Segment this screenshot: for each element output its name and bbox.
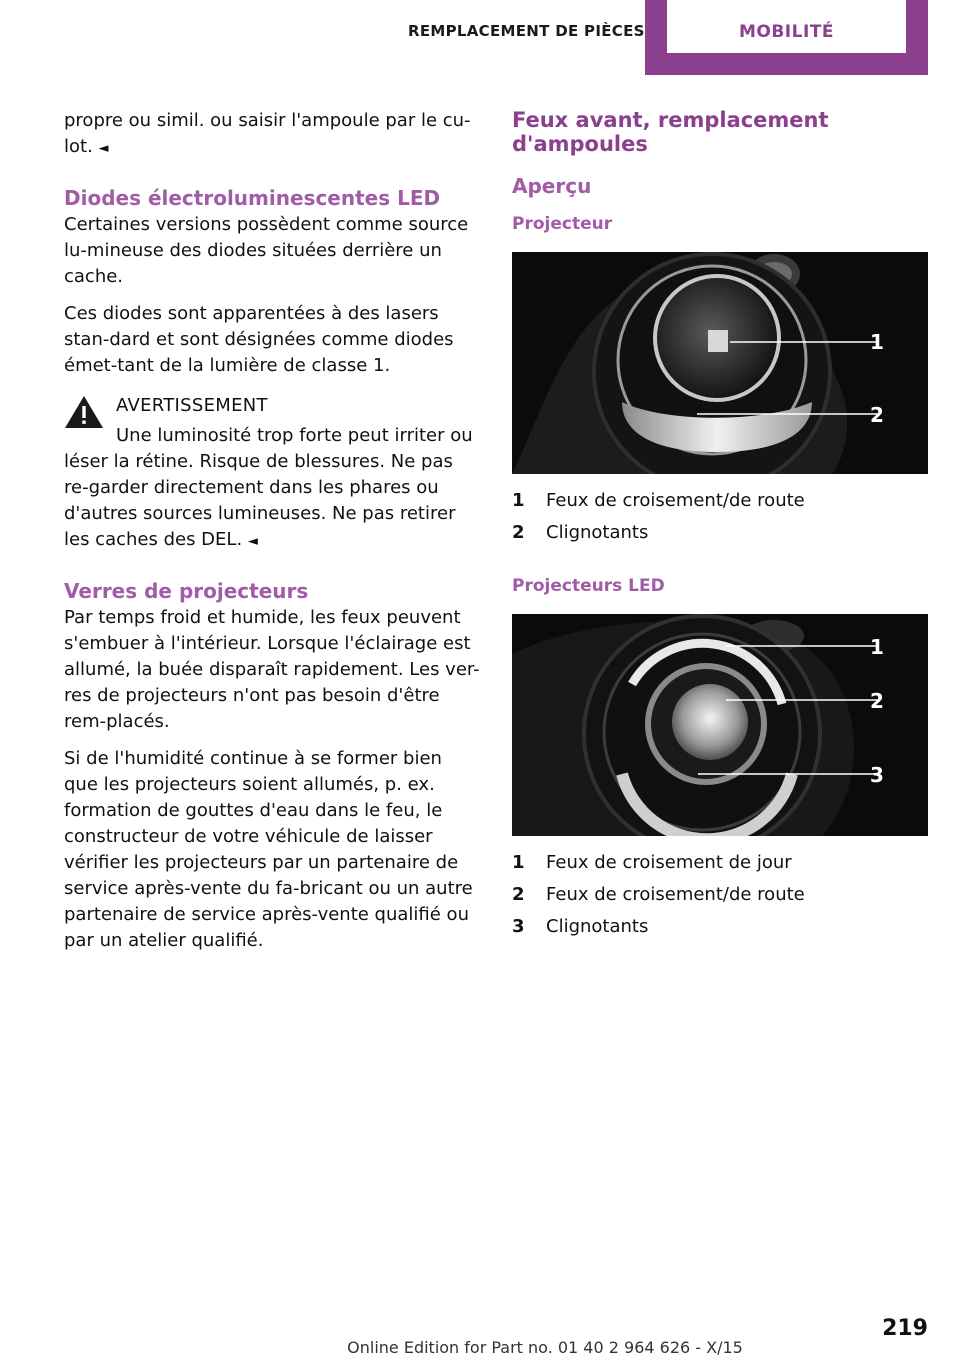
chapter-tab (645, 0, 928, 75)
warning-label: AVERTISSEMENT (116, 395, 268, 416)
legend-number: 1 (512, 852, 525, 873)
section-title: Feux avant, remplacement d'ampoules (512, 108, 829, 156)
led-headlight-figure (512, 614, 928, 836)
legend-text: Clignotants (546, 916, 649, 937)
figure2-callout-1: 1 (870, 635, 884, 659)
right-column (512, 108, 928, 952)
edition-footer: Online Edition for Part no. 01 40 2 964 626 - X/15 (347, 1338, 743, 1357)
warning-header (64, 393, 480, 423)
led-paragraph-1: Certaines versions possèdent comme source lu-mineuse des diodes situées derrière un cache. (64, 214, 469, 287)
figure1-title: Projecteur (512, 214, 613, 234)
figure1-callout-1: 1 (870, 330, 884, 354)
page-number: 219 (882, 1316, 928, 1341)
figure1-callout-2: 2 (870, 403, 884, 427)
end-mark: ◄ (98, 141, 109, 156)
legend-text: Clignotants (546, 522, 649, 543)
warning-triangle-icon (64, 395, 104, 429)
legend-number: 1 (512, 490, 525, 511)
legend-number: 2 (512, 884, 525, 905)
chapter-tab-label: MOBILITÉ (738, 22, 835, 42)
list-item (512, 486, 928, 518)
legend-text: Feux de croisement de jour (546, 852, 792, 873)
legend-text: Feux de croisement/de route (546, 884, 805, 905)
overview-subtitle: Aperçu (512, 174, 592, 198)
led-headlight-illustration (512, 614, 928, 836)
warning-text: Une luminosité trop forte peut irriter ou léser la rétine. Risque de blessures. Ne pas re-garder directement dans les phares ou d'autres sources lumineuses. Ne pas retirer les caches des DEL. (64, 425, 473, 550)
lens-paragraph-1: Par temps froid et humide, les feux peuvent s'embuer à l'intérieur. Lorsque l'éclairage est allumé, la buée disparaît rapidement. Les ver-res de projecteurs n'ont pas besoin d'être rem-placés. (64, 607, 480, 732)
list-item (512, 848, 928, 880)
list-item (512, 912, 928, 944)
figure2-callout-3: 3 (870, 763, 884, 787)
legend-number: 2 (512, 522, 525, 543)
end-mark: ◄ (247, 534, 258, 549)
led-paragraph-2: Ces diodes sont apparentées à des lasers stan-dard et sont désignées comme diodes émet-tant de la lumière de classe 1. (64, 303, 454, 376)
running-header-section: REMPLACEMENT DE PIÈCES (408, 22, 645, 40)
legend-number: 3 (512, 916, 525, 937)
list-item (512, 518, 928, 550)
list-item (512, 880, 928, 912)
figure2-legend (512, 848, 928, 944)
led-section-title: Diodes électroluminescentes LED (64, 186, 441, 210)
figure2-title: Projecteurs LED (512, 576, 665, 596)
headlight-figure (512, 252, 928, 474)
figure2-callout-2: 2 (870, 689, 884, 713)
lens-section-title: Verres de projecteurs (64, 579, 309, 603)
headlight-illustration (512, 252, 928, 474)
left-column (64, 108, 480, 965)
lens-paragraph-2: Si de l'humidité continue à se former bien que les projecteurs soient allumés, p. ex. formation de gouttes d'eau dans le feu, le constructeur de votre véhicule de laisser vérifier les projecteurs par un partenaire de service après-vente du fa-bricant ou un autre partenaire de service après-vente qualifié ou par un atelier qualifié. (64, 748, 473, 951)
figure1-legend (512, 486, 928, 550)
intro-text: propre ou simil. ou saisir l'ampoule par le cu-lot. (64, 110, 471, 157)
legend-text: Feux de croisement/de route (546, 490, 805, 511)
intro-paragraph (64, 108, 480, 162)
warning-paragraph (64, 423, 480, 555)
